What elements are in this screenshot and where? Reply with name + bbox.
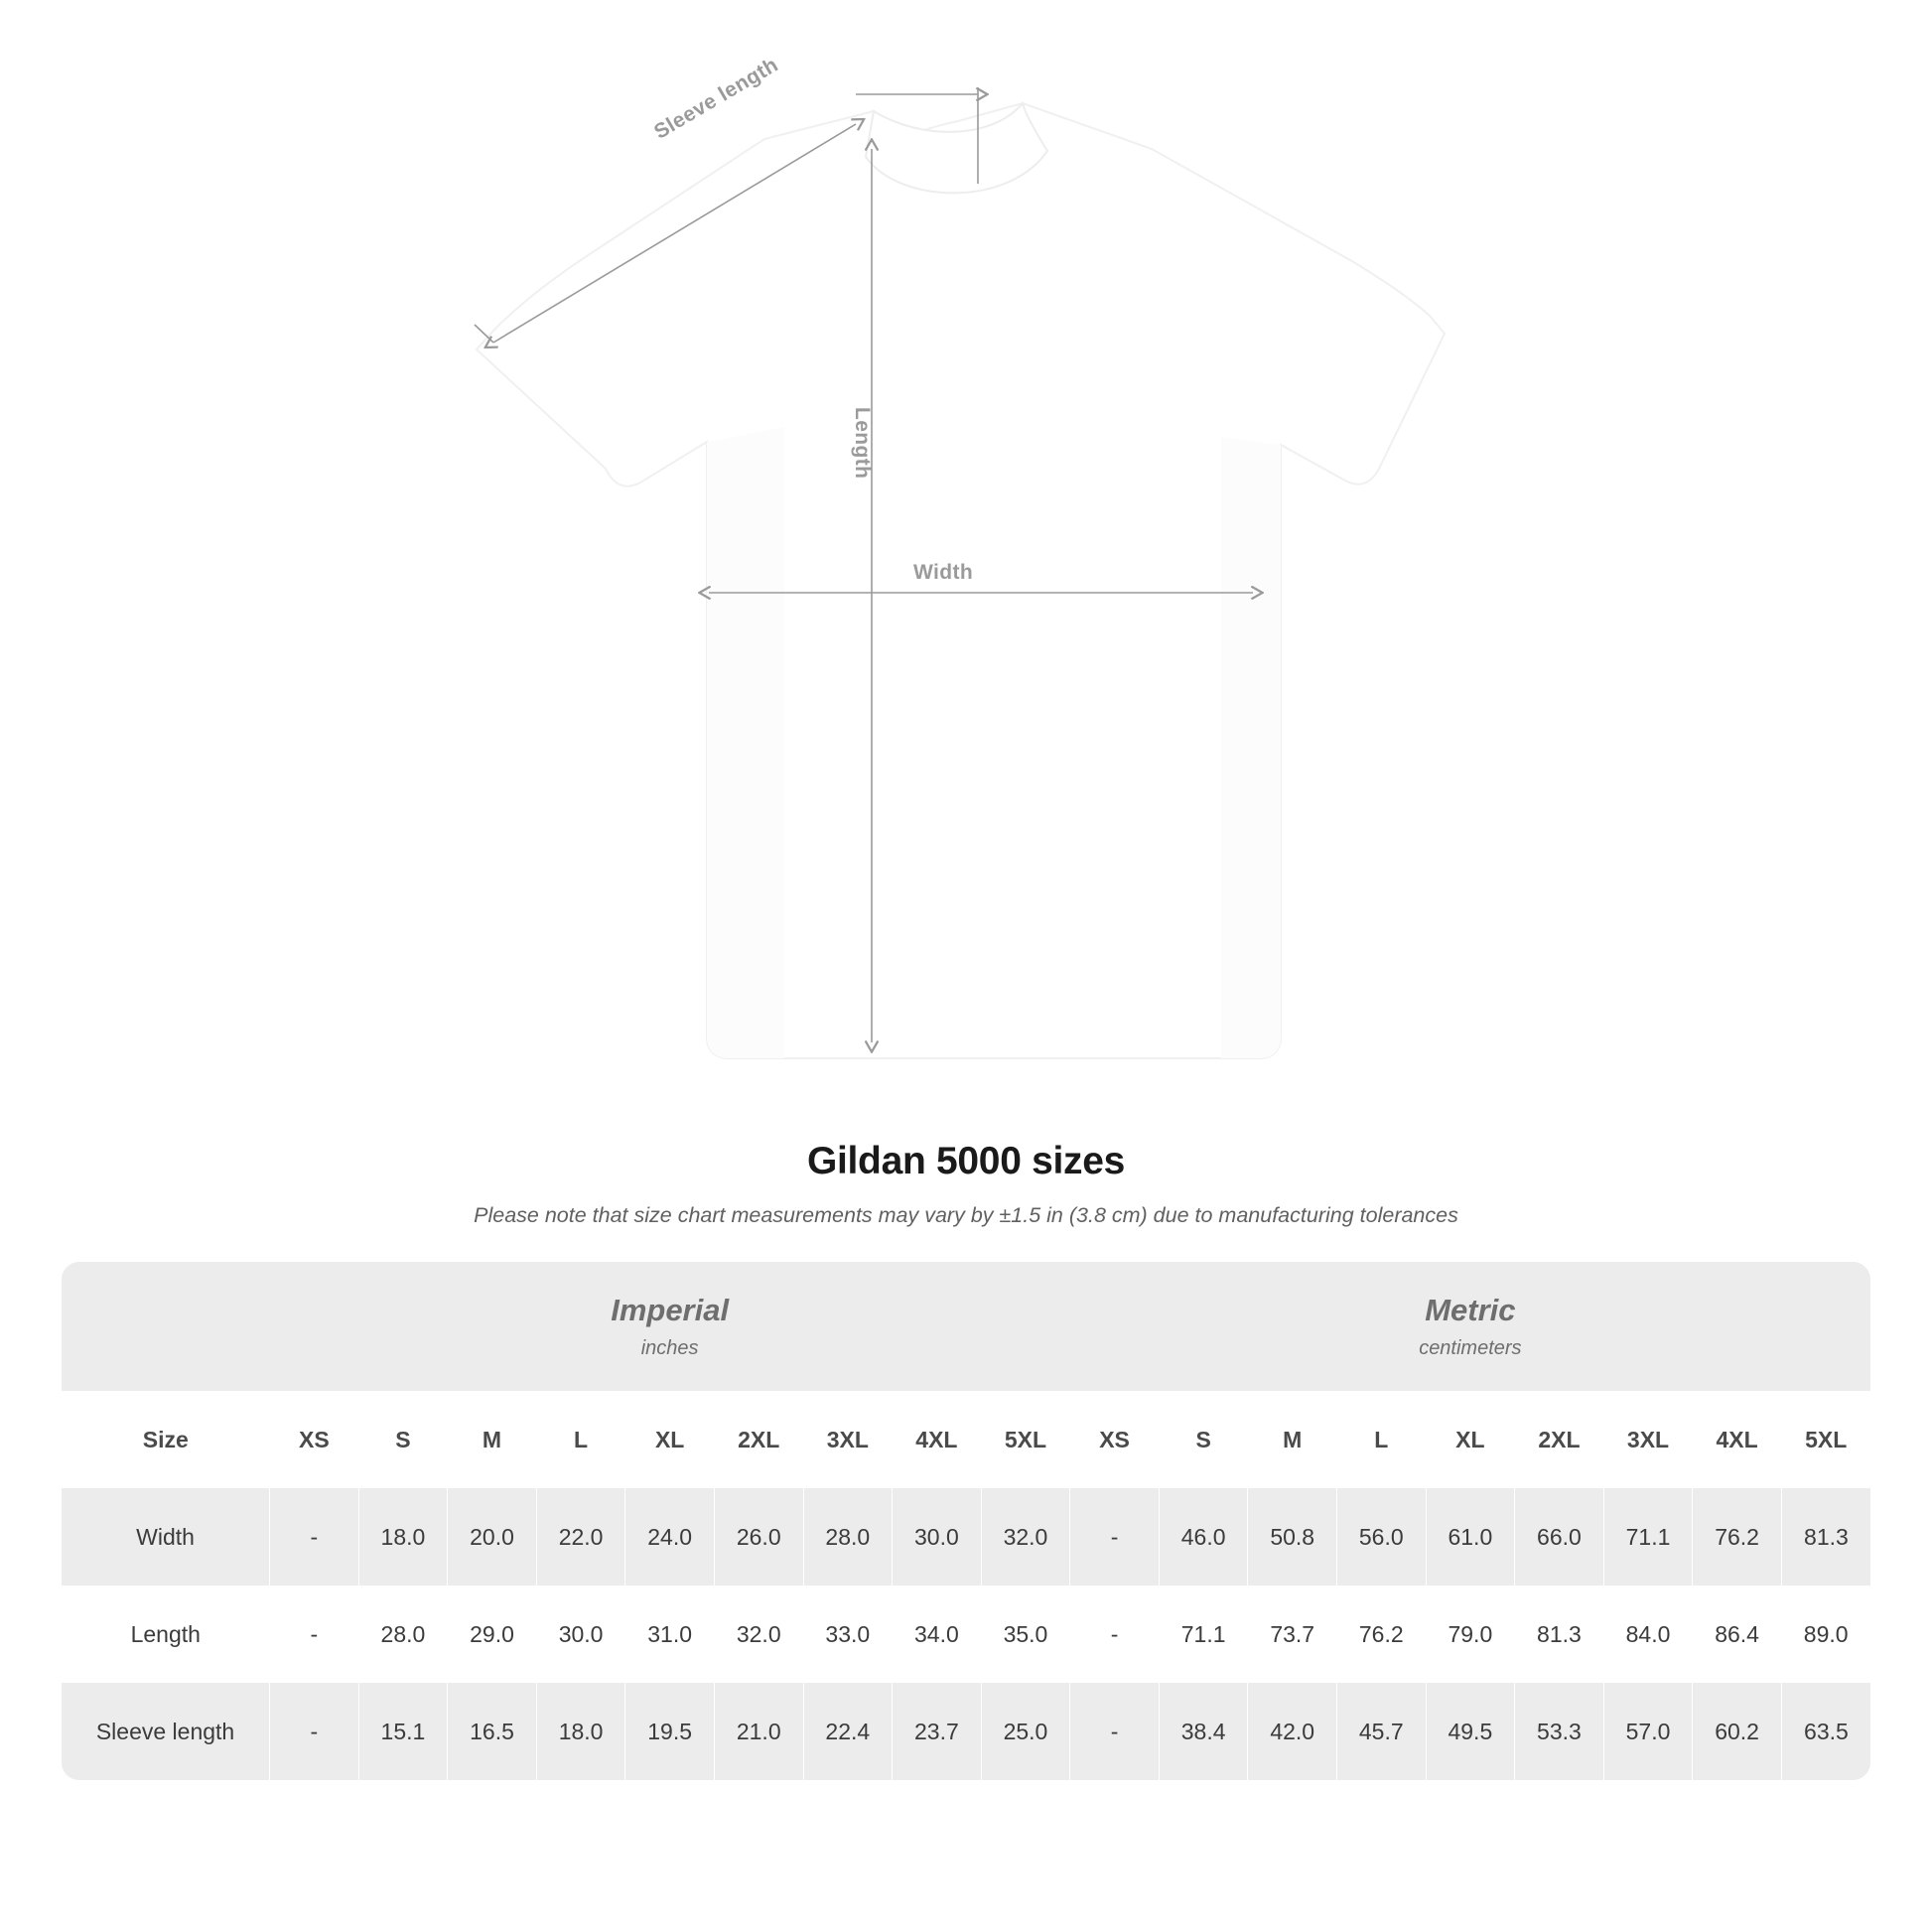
size-header-row	[62, 1391, 1870, 1488]
length-label: Length	[851, 407, 874, 480]
table-cell: 86.4	[1693, 1586, 1782, 1683]
table-cell: 28.0	[803, 1488, 893, 1586]
table-cell: 31.0	[625, 1586, 715, 1683]
sleeve-length-label: Sleeve length	[650, 53, 782, 144]
table-cell: 35.0	[981, 1586, 1070, 1683]
table-cell: 18.0	[358, 1488, 448, 1586]
table-cell: 42.0	[1248, 1683, 1337, 1780]
page-title: Gildan 5000 sizes	[806, 1140, 1126, 1182]
table-cell: 46.0	[1159, 1488, 1248, 1586]
table-cell: 22.0	[536, 1488, 625, 1586]
table-cell: 50.8	[1248, 1488, 1337, 1586]
size-column-header-s-imperial: S	[358, 1391, 448, 1488]
table-row	[62, 1683, 1870, 1780]
table-cell: 28.0	[358, 1586, 448, 1683]
table-cell: 32.0	[981, 1488, 1070, 1586]
table-cell: 63.5	[1781, 1683, 1870, 1780]
table-cell: -	[270, 1586, 359, 1683]
table-cell: 79.0	[1426, 1586, 1515, 1683]
table-cell: -	[1070, 1683, 1160, 1780]
size-column-header-4xl-metric: 4XL	[1693, 1391, 1782, 1488]
size-column-header-3xl-imperial: 3XL	[803, 1391, 893, 1488]
size-row-header: Size	[62, 1391, 270, 1488]
measurement-row-header-width: Width	[62, 1488, 270, 1586]
size-column-header-2xl-metric: 2XL	[1515, 1391, 1604, 1488]
table-cell: 73.7	[1248, 1586, 1337, 1683]
size-column-header-xl-metric: XL	[1426, 1391, 1515, 1488]
table-cell: -	[1070, 1488, 1160, 1586]
unit-group-header-imperial	[270, 1262, 1070, 1391]
table-cell: -	[270, 1683, 359, 1780]
chart-heading	[0, 1140, 1932, 1228]
size-column-header-5xl-metric: 5XL	[1781, 1391, 1870, 1488]
table-row	[62, 1488, 1870, 1586]
table-cell: 66.0	[1515, 1488, 1604, 1586]
table-cell: 24.0	[625, 1488, 715, 1586]
measurement-row-header-length: Length	[62, 1586, 270, 1683]
table-cell: 23.7	[893, 1683, 982, 1780]
table-cell: 16.5	[448, 1683, 537, 1780]
unit-header-row	[62, 1262, 1870, 1391]
size-column-header-xl-imperial: XL	[625, 1391, 715, 1488]
unit-group-name: Metric	[1425, 1293, 1516, 1327]
table-cell: 30.0	[536, 1586, 625, 1683]
table-cell: 25.0	[981, 1683, 1070, 1780]
table-cell: 84.0	[1603, 1586, 1693, 1683]
table-cell: 22.4	[803, 1683, 893, 1780]
unit-group-sub: centimeters	[1419, 1337, 1522, 1359]
size-table	[62, 1262, 1870, 1780]
table-cell: -	[1070, 1586, 1160, 1683]
table-cell: 56.0	[1336, 1488, 1426, 1586]
table-cell: 81.3	[1781, 1488, 1870, 1586]
table-cell: 32.0	[714, 1586, 803, 1683]
size-table-container	[62, 1262, 1870, 1780]
table-cell: 26.0	[714, 1488, 803, 1586]
table-cell: 38.4	[1159, 1683, 1248, 1780]
unit-group-name: Imperial	[611, 1293, 730, 1327]
table-cell: 18.0	[536, 1683, 625, 1780]
size-column-header-s-metric: S	[1159, 1391, 1248, 1488]
size-column-header-xs-metric: XS	[1070, 1391, 1160, 1488]
size-column-header-m-metric: M	[1248, 1391, 1337, 1488]
table-cell: 89.0	[1781, 1586, 1870, 1683]
table-cell: 76.2	[1336, 1586, 1426, 1683]
size-column-header-3xl-metric: 3XL	[1603, 1391, 1693, 1488]
tolerance-note: Please note that size chart measurements may vary by ±1.5 in (3.8 cm) due to manufacturing tolerances	[474, 1203, 1458, 1227]
table-cell: 57.0	[1603, 1683, 1693, 1780]
size-column-header-2xl-imperial: 2XL	[714, 1391, 803, 1488]
size-column-header-l-metric: L	[1336, 1391, 1426, 1488]
table-cell: 21.0	[714, 1683, 803, 1780]
table-cell: 71.1	[1159, 1586, 1248, 1683]
size-column-header-4xl-imperial: 4XL	[893, 1391, 982, 1488]
table-corner-cell	[62, 1262, 270, 1391]
table-cell: 71.1	[1603, 1488, 1693, 1586]
size-column-header-m-imperial: M	[448, 1391, 537, 1488]
size-column-header-5xl-imperial: 5XL	[981, 1391, 1070, 1488]
table-cell: 60.2	[1693, 1683, 1782, 1780]
table-cell: 19.5	[625, 1683, 715, 1780]
table-cell: 61.0	[1426, 1488, 1515, 1586]
table-cell: 45.7	[1336, 1683, 1426, 1780]
table-cell: -	[270, 1488, 359, 1586]
table-cell: 15.1	[358, 1683, 448, 1780]
unit-group-header-metric	[1070, 1262, 1870, 1391]
table-cell: 53.3	[1515, 1683, 1604, 1780]
unit-group-sub: inches	[640, 1337, 699, 1359]
table-cell: 34.0	[893, 1586, 982, 1683]
table-cell: 20.0	[448, 1488, 537, 1586]
table-cell: 81.3	[1515, 1586, 1604, 1683]
size-column-header-xs-imperial: XS	[270, 1391, 359, 1488]
table-cell: 33.0	[803, 1586, 893, 1683]
table-cell: 30.0	[893, 1488, 982, 1586]
table-cell: 76.2	[1693, 1488, 1782, 1586]
measurement-row-header-sleeve-length: Sleeve length	[62, 1683, 270, 1780]
width-label: Width	[913, 561, 974, 584]
size-column-header-l-imperial: L	[536, 1391, 625, 1488]
table-cell: 29.0	[448, 1586, 537, 1683]
table-row	[62, 1586, 1870, 1683]
table-cell: 49.5	[1426, 1683, 1515, 1780]
